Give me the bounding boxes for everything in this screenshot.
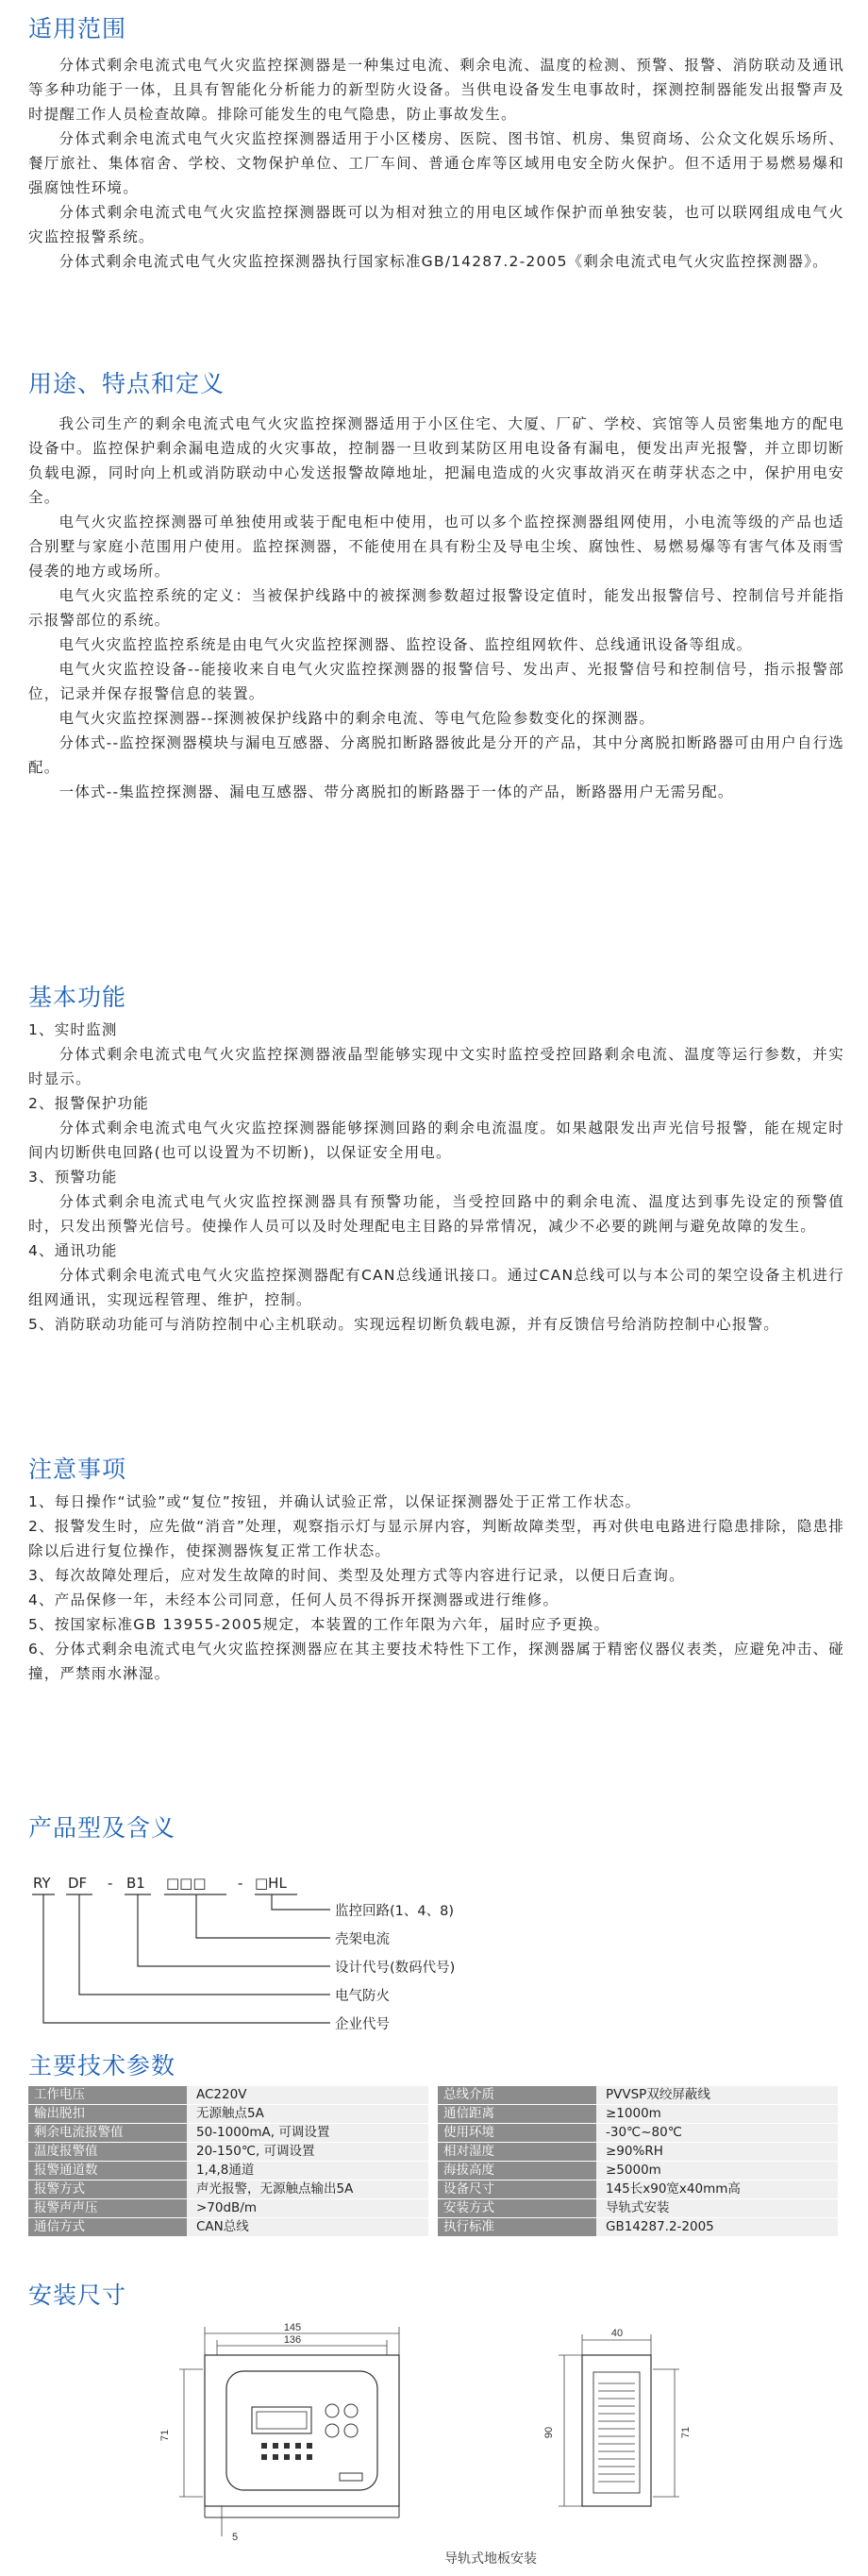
model-diagram xyxy=(28,1860,594,2039)
spec-key: 报警声声压 xyxy=(28,2199,187,2217)
function-heading: 1、实时监测 xyxy=(28,1021,118,1038)
functions-section xyxy=(28,982,844,1337)
spec-table xyxy=(28,2086,845,2237)
dim-145: 145 xyxy=(283,2322,302,2333)
code-hl: □HL xyxy=(255,1875,287,1892)
spec-value: CAN总线 xyxy=(187,2218,428,2236)
spec-key: 输出脱扣 xyxy=(28,2105,187,2123)
notes-title: 注意事项 xyxy=(28,1456,127,1483)
label-loop: 监控回路(1、4、8) xyxy=(335,1904,454,1919)
function-body: 分体式剩余电流式电气火灾监控探测器具有预警功能，当受控回路中的剩余电流、温度达到事先设定的预警值时，只发出预警光信号。使操作人员可以及时处理配电主目路的异常情况，减少不必要的跳闸与避免故障的发生。 xyxy=(28,1193,844,1235)
scope-title: 适用范围 xyxy=(28,15,127,42)
usage-para: 电气火灾监控探测器可单独使用或装于配电柜中使用，也可以多个监控探测器组网使用，小电流等级的产品也适合别墅与家庭小范围用户使用。监控探测器，不能使用在具有粉尘及导电尘埃、腐蚀性、易燃易爆等有害气体及雨雪侵袭的地方或场所。 xyxy=(28,514,844,580)
usage-section xyxy=(28,368,844,804)
spec-key: 执行标准 xyxy=(438,2218,596,2236)
note-item: 1、每日操作“试验”或“复位”按钮，并确认试验正常，以保证探测器处于正常工作状态。 xyxy=(28,1493,642,1510)
usage-para: 电气火灾监控系统的定义：当被保护线路中的被探测参数超过报警设定值时，能发出报警信号、控制信号并能指示报警部位的系统。 xyxy=(28,587,844,629)
note-item: 5、按国家标准GB 13955-2005规定，本装置的工作年限为六年，届时应予更换。 xyxy=(28,1616,610,1633)
spec-value: ≥5000m xyxy=(596,2162,838,2180)
dim-90: 90 xyxy=(543,2426,555,2439)
dim-5: 5 xyxy=(232,2532,239,2543)
usage-para: 我公司生产的剩余电流式电气火灾监控探测器适用于小区住宅、大厦、厂矿、学校、宾馆等人员密集地方的配电设备中。监控保护剩余漏电造成的火灾事故，控制器一旦收到某防区用电设备有漏电，便发出声光报警，并立即切断负载电源，同时向上机或消防联动中心发送报警故障地址，把漏电造成的火灾事故消灭在萌芽状态之中，保护用电安全。 xyxy=(28,415,844,506)
model-title: 产品型及含义 xyxy=(28,1814,176,1842)
code-dash-2: - xyxy=(238,1875,243,1892)
usage-para: 电气火灾监控监控系统是由电气火灾监控探测器、监控设备、监控组网软件、总线通讯设备等组成。 xyxy=(58,636,753,653)
label-design-code: 设计代号(数码代号) xyxy=(335,1961,456,1976)
install-title: 安装尺寸 xyxy=(28,2281,127,2309)
scope-para: 分体式剩余电流式电气火灾监控探测器适用于小区楼房、医院、图书馆、机房、集贸商场、公众文化娱乐场所、餐厅旅社、集体宿舍、学校、文物保护单位、工厂车间、普通仓库等区域用电安全防火保护。但不适用于易燃易爆和强腐蚀性环境。 xyxy=(28,130,844,196)
code-b1: B1 xyxy=(126,1875,145,1892)
label-frame-current: 壳架电流 xyxy=(335,1932,390,1947)
spec-title: 主要技术参数 xyxy=(28,2052,176,2079)
function-heading: 3、预警功能 xyxy=(28,1169,118,1186)
spec-value: 导轨式安装 xyxy=(596,2199,838,2217)
spec-key: 通信距离 xyxy=(438,2105,596,2123)
function-body: 分体式剩余电流式电气火灾监控探测器液晶型能够实现中文实时监控受控回路剩余电流、温度等运行参数，并实时显示。 xyxy=(28,1046,844,1087)
dim-136: 136 xyxy=(283,2334,302,2346)
scope-para: 分体式剩余电流式电气火灾监控探测器既可以为相对独立的用电区域作保护而单独安装，也可以联网组成电气火灾监控报警系统。 xyxy=(28,204,844,245)
function-last: 5、消防联动功能可与消防控制中心主机联动。实现远程切断负载电源，并有反馈信号给消防控制中心报警。 xyxy=(28,1316,779,1333)
spec-row xyxy=(28,2143,845,2161)
usage-para: 一体式--集监控探测器、漏电互感器、带分离脱扣的断路器于一体的产品，断路器用户无需另配。 xyxy=(58,783,734,800)
spec-value: ≥90%RH xyxy=(596,2143,838,2161)
spec-value: 声光报警，无源触点输出5A xyxy=(187,2180,428,2198)
model-lines xyxy=(28,1860,594,2039)
label-fire-protection: 电气防火 xyxy=(335,1989,390,2004)
spec-row xyxy=(28,2180,845,2198)
dim-71: 71 xyxy=(159,2429,171,2442)
spec-value: >70dB/m xyxy=(187,2199,428,2217)
spec-key: 安装方式 xyxy=(438,2199,596,2217)
spec-row xyxy=(28,2086,845,2104)
spec-value: AC220V xyxy=(187,2086,428,2104)
note-item: 3、每次故障处理后，应对发生故障的时间、类型及处理方式等内容进行记录，以便日后查询。 xyxy=(28,1567,685,1584)
functions-title: 基本功能 xyxy=(28,984,127,1011)
code-ry: RY xyxy=(33,1875,51,1892)
spec-row xyxy=(28,2124,845,2142)
spec-value: ≥1000m xyxy=(596,2105,838,2123)
spec-value: 无源触点5A xyxy=(187,2105,428,2123)
label-company-code: 企业代号 xyxy=(335,2017,390,2032)
spec-key: 工作电压 xyxy=(28,2086,187,2104)
spec-row xyxy=(28,2218,845,2236)
spec-value: 50-1000mA, 可调设置 xyxy=(187,2124,428,2142)
scope-para: 分体式剩余电流式电气火灾监控探测器执行国家标准GB/14287.2-2005《剩余电流式电气火灾监控探测器》。 xyxy=(58,253,828,270)
spec-value: 1,4,8通道 xyxy=(187,2162,428,2180)
spec-row xyxy=(28,2105,845,2123)
spec-key: 通信方式 xyxy=(28,2218,187,2236)
spec-key: 相对湿度 xyxy=(438,2143,596,2161)
spec-key: 使用环境 xyxy=(438,2124,596,2142)
install-svg xyxy=(28,2317,845,2572)
spec-row xyxy=(28,2199,845,2217)
spec-row xyxy=(28,2162,845,2180)
install-drawing xyxy=(28,2317,845,2572)
spec-value: 20-150℃, 可调设置 xyxy=(187,2143,428,2161)
install-caption: 导轨式地板安装 xyxy=(444,2551,537,2566)
note-item: 2、报警发生时，应先做“消音”处理，观察指示灯与显示屏内容，判断故障类型，再对供电电路进行隐患排除，隐患排除以后进行复位操作，使探测器恢复正常工作状态。 xyxy=(28,1518,844,1559)
spec-key: 设备尺寸 xyxy=(438,2180,596,2198)
code-boxes: □□□ xyxy=(166,1875,207,1892)
note-item: 4、产品保修一年，未经本公司同意，任何人员不得拆开探测器或进行维修。 xyxy=(28,1591,559,1608)
spec-key: 剩余电流报警值 xyxy=(28,2124,187,2142)
spec-key: 总线介质 xyxy=(438,2086,596,2104)
spec-value: GB14287.2-2005 xyxy=(596,2218,838,2236)
spec-key: 报警通道数 xyxy=(28,2162,187,2180)
function-body: 分体式剩余电流式电气火灾监控探测器能够探测回路的剩余电流温度。如果越限发出声光信号报警，能在规定时间内切断供电回路(也可以设置为不切断)，以保证安全用电。 xyxy=(28,1120,844,1161)
usage-title: 用途、特点和定义 xyxy=(28,370,225,397)
spec-value: PVVSP双绞屏蔽线 xyxy=(596,2086,838,2104)
usage-para: 电气火灾监控设备--能接收来自电气火灾监控探测器的报警信号、发出声、光报警信号和控制信号，指示报警部位，记录并保存报警信息的装置。 xyxy=(28,661,844,702)
function-heading: 4、通讯功能 xyxy=(28,1242,118,1259)
spec-key: 报警方式 xyxy=(28,2180,187,2198)
spec-value: -30℃~80℃ xyxy=(596,2124,838,2142)
spec-key: 海拔高度 xyxy=(438,2162,596,2180)
dim-40: 40 xyxy=(610,2328,624,2339)
notes-section xyxy=(28,1454,844,1686)
spec-key: 温度报警值 xyxy=(28,2143,187,2161)
scope-para: 分体式剩余电流式电气火灾监控探测器是一种集过电流、剩余电流、温度的检测、预警、报警、消防联动及通讯等多种功能于一体，且具有智能化分析能力的新型防火设备。当供电设备发生电事故时，探测控制器能发出报警声及时提醒工作人员检查故障。排除可能发生的电气隐患，防止事故发生。 xyxy=(28,57,844,123)
code-dash: - xyxy=(108,1875,113,1892)
scope-section xyxy=(28,13,844,274)
usage-para: 分体式--监控探测器模块与漏电互感器、分离脱扣断路器彼此是分开的产品，其中分离脱扣断路器可由用户自行选配。 xyxy=(28,734,844,776)
code-df: DF xyxy=(68,1875,88,1892)
function-body: 分体式剩余电流式电气火灾监控探测器配有CAN总线通讯接口。通过CAN总线可以与本公司的架空设备主机进行组网通讯，实现远程管理、维护，控制。 xyxy=(28,1267,844,1308)
dim-71-side: 71 xyxy=(680,2426,692,2439)
spec-value: 145长x90宽x40mm高 xyxy=(596,2180,838,2198)
note-item: 6、分体式剩余电流式电气火灾监控探测器应在其主要技术特性下工作，探测器属于精密仪器仪表类，应避免冲击、碰撞，严禁雨水淋湿。 xyxy=(28,1641,844,1682)
function-heading: 2、报警保护功能 xyxy=(28,1095,149,1112)
usage-para: 电气火灾监控探测器--探测被保护线路中的剩余电流、等电气危险参数变化的探测器。 xyxy=(58,710,656,727)
